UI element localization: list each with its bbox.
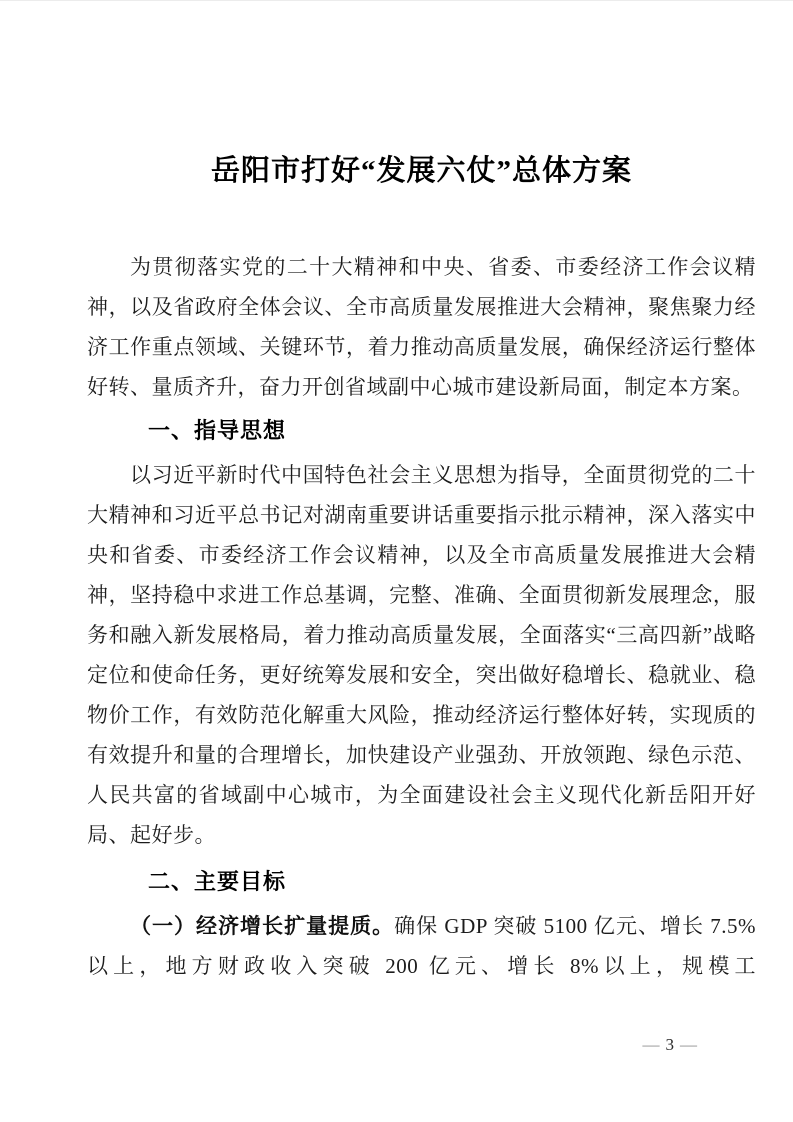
- page-number-right-dash: —: [680, 1035, 697, 1054]
- page-number: [643, 1035, 698, 1055]
- page-number-value: 3: [665, 1035, 674, 1054]
- intro-paragraph: 为贯彻落实党的二十大精神和中央、省委、市委经济工作会议精神，以及省政府全体会议、全市高质量发展推进大会精神，聚焦聚力经济工作重点领域、关键环节，着力推动高质量发展，确保经济运行整体好转、量质齐升，奋力开创省域副中心城市建设新局面，制定本方案。: [87, 255, 756, 399]
- section-heading-main-goals: 二、主要目标: [148, 869, 287, 894]
- document-content: [0, 1, 793, 986]
- guiding-ideology-paragraph: 以习近平新时代中国特色社会主义思想为指导，全面贯彻党的二十大精神和习近平总书记对湖南重要讲话重要指示批示精神，深入落实中央和省委、市委经济工作会议精神，以及全市高质量发展推进大会精神，坚持稳中求进工作总基调，完整、准确、全面贯彻新发展理念，服务和融入新发展格局，着力推动高质量发展，全面落实“三高四新”战略定位和使命任务，更好统筹发展和安全，突出做好稳增长、稳就业、稳物价工作，有效防范化解重大风险，推动经济运行整体好转，实现质的有效提升和量的合理增长，加快建设产业强劲、开放领跑、绿色示范、人民共富的省域副中心城市，为全面建设社会主义现代化新岳阳开好局、起好步。: [87, 463, 756, 847]
- page-number-left-dash: —: [642, 1035, 660, 1054]
- main-goals-item-1-paragraph: [87, 906, 756, 986]
- item-1-lead: （一）经济增长扩量提质。: [130, 914, 395, 938]
- document-title: 岳阳市打好“发展六仗”总体方案: [210, 155, 632, 187]
- section-heading-guiding-ideology: 一、指导思想: [148, 418, 287, 443]
- item-1-body: 确保 GDP 突破 5100 亿元、增长 7.5%以上，地方财政收入突破 200 亿元、增长 8%以上，规模工: [87, 914, 756, 978]
